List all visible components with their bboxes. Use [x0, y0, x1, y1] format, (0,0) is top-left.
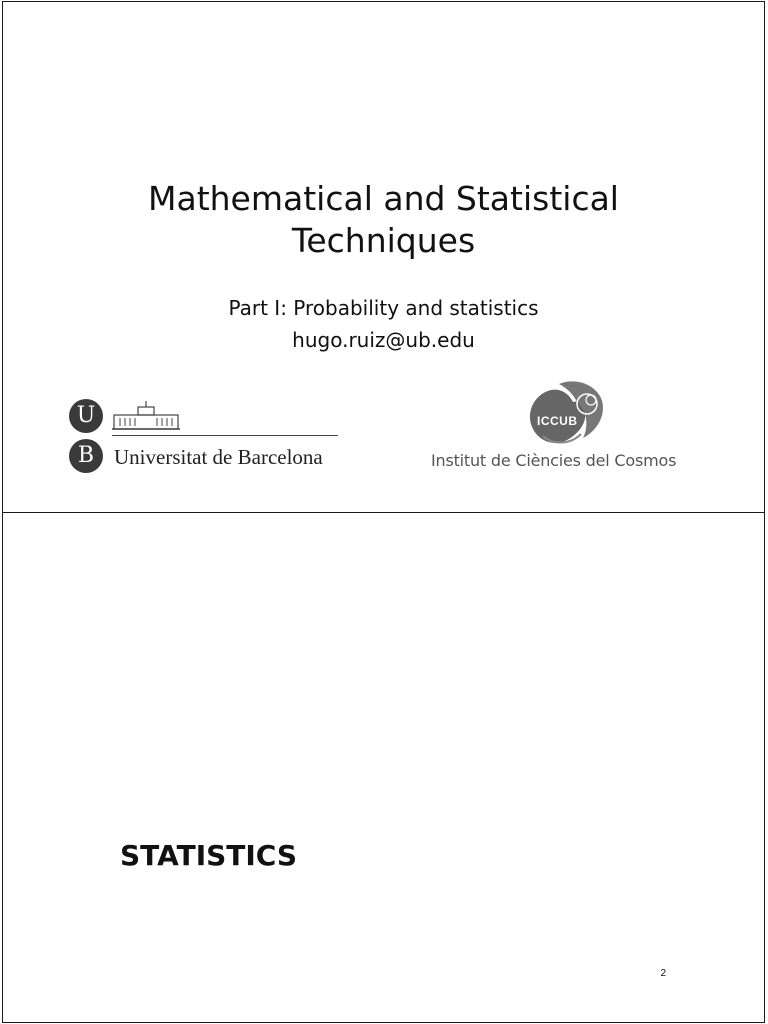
slide-subtitle — [3, 292, 764, 356]
ub-logo-circle-u: U — [69, 399, 103, 433]
ub-logo — [67, 397, 342, 477]
iccub-emblem-text: ICCUB — [537, 414, 578, 428]
section-heading: STATISTICS — [120, 839, 298, 872]
title-line-1: Mathematical and Statistical — [148, 179, 619, 218]
iccub-logo-name: Institut de Ciències del Cosmos — [431, 451, 677, 470]
title-line-2: Techniques — [291, 221, 476, 260]
iccub-logo — [431, 380, 707, 475]
ub-logo-name: Universitat de Barcelona — [114, 445, 323, 469]
ub-logo-circle-b: B — [69, 439, 103, 473]
slide-title — [3, 178, 764, 262]
ub-building-icon — [112, 401, 182, 433]
subtitle-email: hugo.ruiz@ub.edu — [292, 328, 475, 352]
subtitle-course-part: Part I: Probability and statistics — [228, 296, 539, 320]
slide-1 — [2, 1, 765, 513]
ub-logo-rule — [112, 435, 338, 436]
slide-2 — [2, 512, 765, 1023]
page-number: 2 — [660, 968, 666, 979]
